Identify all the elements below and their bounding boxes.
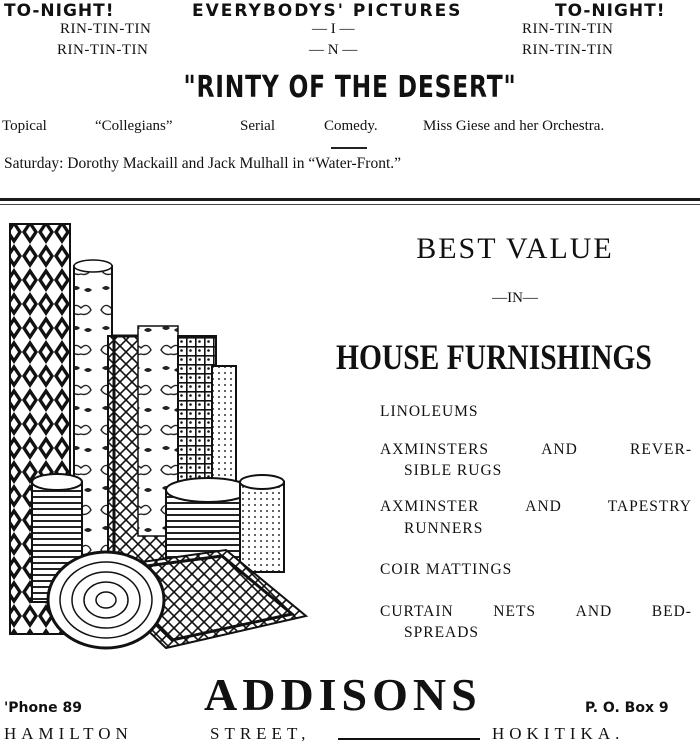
- left-feature-line: RIN-TIN-TIN: [60, 21, 152, 37]
- theatre-name-heading: EVERYBODYS' PICTURES: [192, 1, 463, 21]
- address-part: STREET,: [210, 724, 311, 743]
- item-word: CURTAIN: [380, 603, 454, 620]
- carpet-rolls-illustration: [6, 220, 314, 660]
- section-divider: [0, 198, 700, 201]
- tonight-right-heading: TO-NIGHT!: [555, 1, 666, 21]
- feature-film-title: "RINTY OF THE DESERT": [183, 70, 517, 105]
- connector-word: —IN—: [492, 290, 538, 306]
- left-feature-line: RIN-TIN-TIN: [57, 42, 149, 58]
- address-part: HOKITIKA.: [492, 724, 625, 743]
- tonight-left-heading: TO-NIGHT!: [4, 1, 115, 21]
- item-word: AND: [575, 603, 613, 620]
- item-word: AXMINSTERS: [380, 441, 490, 458]
- center-letter: — N —: [309, 42, 358, 58]
- item-word: REVER-: [630, 441, 692, 458]
- center-letter: — I —: [312, 21, 355, 37]
- list-item-continuation: RUNNERS: [404, 520, 484, 537]
- list-item: [380, 498, 692, 516]
- program-item: Serial: [240, 118, 275, 134]
- program-item: Miss Giese and her Orchestra.: [423, 118, 605, 134]
- program-item: Comedy.: [324, 118, 378, 134]
- list-item: COIR MATTINGS: [380, 561, 513, 578]
- item-word: TAPESTRY: [607, 498, 692, 515]
- list-item-continuation: SIBLE RUGS: [404, 462, 503, 479]
- subject-heading: HOUSE FURNISHINGS: [336, 337, 652, 377]
- section-divider-thin: [0, 204, 700, 205]
- list-item: [380, 603, 692, 621]
- list-item: LINOLEUMS: [380, 403, 479, 420]
- headline: BEST VALUE: [416, 232, 614, 265]
- item-word: AND: [525, 498, 562, 515]
- item-word: NETS: [493, 603, 537, 620]
- saturday-notice: Saturday: Dorothy Mackaill and Jack Mulhall in “Water-Front.”: [4, 155, 402, 172]
- right-feature-line: RIN-TIN-TIN: [522, 42, 614, 58]
- po-box: P. O. Box 9: [585, 700, 669, 716]
- item-word: AND: [541, 441, 578, 458]
- short-divider: [331, 147, 367, 149]
- right-feature-line: RIN-TIN-TIN: [522, 21, 614, 37]
- address-dash-rule: [338, 738, 480, 740]
- list-item-continuation: SPREADS: [404, 624, 480, 641]
- list-item: [380, 441, 692, 459]
- item-word: BED-: [651, 603, 692, 620]
- program-item: Topical: [2, 118, 47, 134]
- store-brand: ADDISONS: [204, 669, 482, 720]
- address-part: HAMILTON: [4, 724, 133, 743]
- item-word: AXMINSTER: [380, 498, 480, 515]
- phone-number: 'Phone 89: [4, 700, 82, 716]
- program-item: “Collegians”: [95, 118, 173, 134]
